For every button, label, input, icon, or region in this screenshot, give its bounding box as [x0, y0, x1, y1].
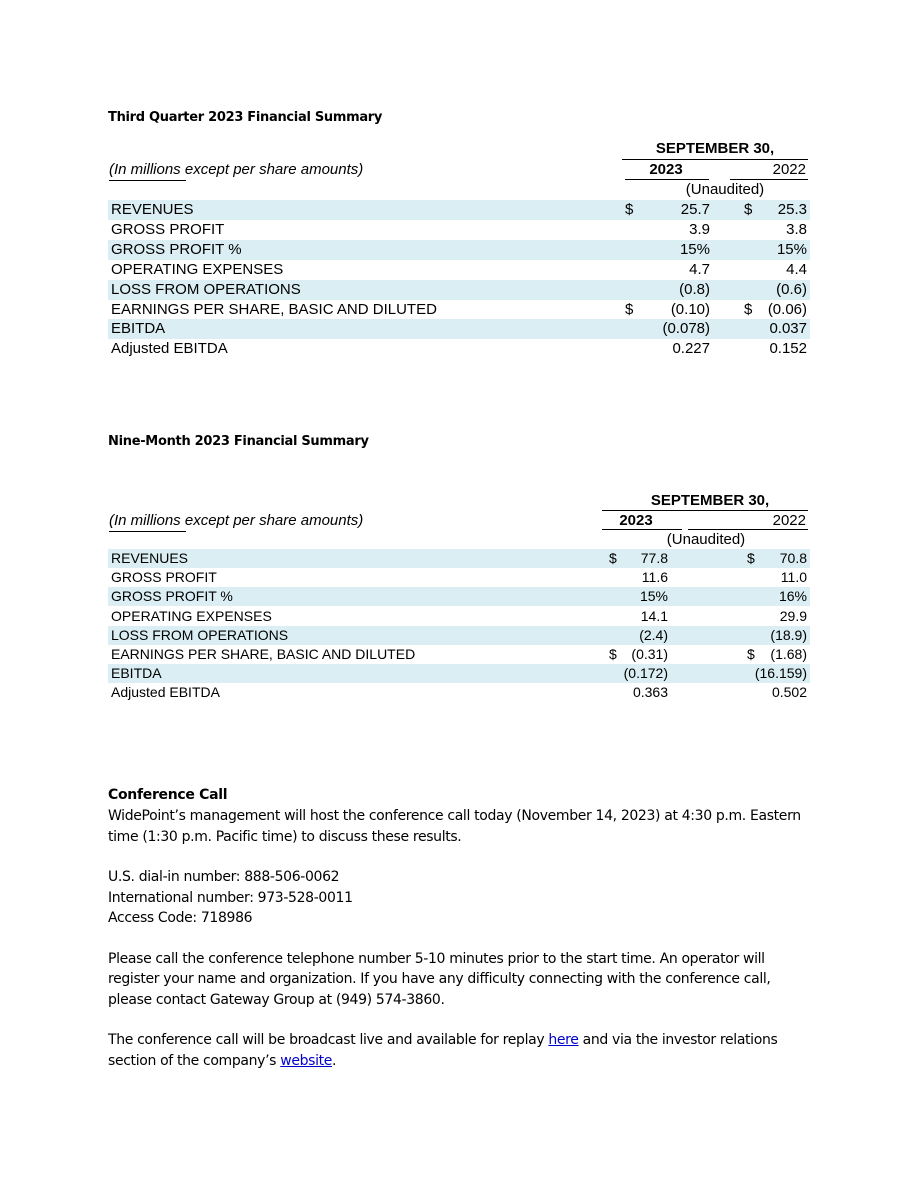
conference-title: Conference Call — [108, 787, 228, 803]
prior-value: 70.8 — [779, 550, 807, 566]
current-value: 15% — [639, 588, 668, 605]
broadcast-text-before: The conference call will be broadcast live and available for replay — [108, 1032, 549, 1048]
row-label: EBITDA — [111, 320, 166, 338]
current-currency-symbol: $ — [609, 646, 617, 662]
prior-value: (1.68) — [770, 646, 807, 662]
q3-year-current-rule — [625, 179, 709, 180]
q3-year-prior-rule — [730, 179, 808, 180]
current-currency-symbol: $ — [625, 201, 634, 218]
q3-row-5 — [108, 280, 810, 300]
q3-year-current: 2023 — [649, 161, 683, 178]
prior-value: 3.8 — [786, 220, 807, 238]
prior-value: (0.6) — [776, 280, 807, 298]
nine-subtitle-underlined: (In millions — [109, 512, 181, 529]
q3-row-2 — [108, 220, 810, 240]
dial-in-number: U.S. dial-in number: 888-506-0062 — [108, 869, 340, 885]
nine-row-1 — [108, 549, 810, 568]
row-label: REVENUES — [111, 550, 189, 566]
prior-currency-symbol: $ — [744, 300, 753, 318]
access-code: Access Code: 718986 — [108, 910, 253, 926]
q3-row-3 — [108, 240, 810, 260]
current-currency-symbol: $ — [625, 300, 634, 318]
current-value: 15% — [679, 240, 710, 258]
row-label: Adjusted EBITDA — [111, 340, 228, 358]
q3-row-8 — [108, 339, 810, 359]
q3-subtitle — [109, 161, 363, 178]
prior-currency-symbol: $ — [744, 201, 753, 218]
prior-value: 0.037 — [769, 320, 807, 338]
replay-link[interactable]: here — [548, 1032, 579, 1048]
nine-row-2 — [108, 568, 810, 587]
row-label: GROSS PROFIT % — [111, 240, 242, 258]
prior-value: 15% — [776, 240, 807, 258]
nine-row-8 — [108, 683, 810, 702]
conference-instructions: Please call the conference telephone number 5-10 minutes prior to the start time. An operator will register your name and organization. If you have any difficulty connecting with the conference call, please contact Gateway Group at (949) 574-3860. — [108, 950, 771, 1008]
row-label: OPERATING EXPENSES — [111, 260, 284, 278]
current-value: 4.7 — [689, 260, 710, 278]
prior-value: 11.0 — [780, 569, 807, 586]
current-value: (0.10) — [670, 300, 710, 318]
prior-value: (0.06) — [767, 300, 807, 318]
prior-value: 0.152 — [769, 340, 807, 358]
row-label: REVENUES — [111, 201, 194, 218]
current-value: (2.4) — [639, 626, 668, 643]
row-label: EARNINGS PER SHARE, BASIC AND DILUTED — [111, 300, 437, 318]
q3-period-header: SEPTEMBER 30, — [655, 140, 775, 157]
current-value: 25.7 — [680, 201, 710, 218]
current-value: 77.8 — [640, 550, 668, 566]
current-currency-symbol: $ — [609, 550, 617, 566]
current-value: (0.31) — [631, 646, 668, 662]
nine-subtitle — [109, 512, 363, 529]
row-label: GROSS PROFIT — [111, 220, 225, 238]
prior-value: 29.9 — [779, 607, 807, 624]
nine-unaudited: (Unaudited) — [666, 531, 746, 548]
row-label: LOSS FROM OPERATIONS — [111, 626, 289, 643]
q3-row-4 — [108, 260, 810, 280]
nine-row-7 — [108, 664, 810, 683]
q3-title: Third Quarter 2023 Financial Summary — [108, 110, 383, 125]
broadcast-paragraph — [108, 1030, 808, 1071]
nine-year-prior-rule — [688, 529, 808, 530]
q3-row-7 — [108, 319, 810, 339]
nine-year-current: 2023 — [619, 512, 653, 529]
current-value: (0.172) — [623, 665, 668, 682]
broadcast-text-middle: and via the investor relations section of the company’s — [108, 1032, 778, 1069]
q3-period-rule — [622, 159, 808, 160]
row-label: Adjusted EBITDA — [111, 684, 220, 701]
q3-subtitle-rule — [109, 180, 186, 181]
prior-value: 4.4 — [786, 260, 807, 278]
current-value: 11.6 — [641, 569, 668, 586]
prior-currency-symbol: $ — [747, 550, 755, 566]
current-value: 3.9 — [689, 220, 710, 238]
q3-subtitle-underlined: (In millions — [109, 161, 181, 178]
broadcast-text-end: . — [332, 1052, 337, 1069]
international-number: International number: 973-528-0011 — [108, 889, 353, 906]
q3-row-1 — [108, 200, 810, 220]
nine-subtitle-rest: except per share amounts) — [180, 512, 364, 529]
q3-unaudited: (Unaudited) — [685, 181, 765, 198]
prior-value: (16.159) — [754, 665, 807, 682]
current-value: 14.1 — [640, 607, 668, 624]
current-value: (0.078) — [662, 320, 710, 338]
prior-value: 0.502 — [771, 684, 807, 701]
row-label: LOSS FROM OPERATIONS — [111, 280, 301, 298]
website-link[interactable]: website — [280, 1052, 333, 1069]
conference-intro: WidePoint’s management will host the conference call today (November 14, 2023) at 4:30 p.m. Eastern time (1:30 p.m. Pacific time) to discuss these results. — [108, 808, 801, 845]
nine-row-3 — [108, 587, 810, 606]
current-value: 0.227 — [672, 340, 710, 358]
nine-year-current-rule — [602, 529, 682, 530]
prior-value: 16% — [778, 588, 807, 605]
nine-period-header: SEPTEMBER 30, — [650, 492, 770, 509]
current-value: 0.363 — [632, 684, 668, 701]
current-value: (0.8) — [679, 280, 710, 298]
prior-currency-symbol: $ — [747, 646, 755, 662]
nine-year-prior: 2022 — [772, 512, 806, 529]
prior-value: 25.3 — [777, 201, 807, 218]
row-label: EARNINGS PER SHARE, BASIC AND DILUTED — [111, 646, 416, 662]
q3-row-6 — [108, 300, 810, 320]
nine-row-5 — [108, 626, 810, 645]
conference-body — [108, 806, 808, 1071]
nine-row-6 — [108, 645, 810, 664]
q3-year-prior: 2022 — [772, 161, 806, 178]
q3-subtitle-rest: except per share amounts) — [180, 161, 364, 178]
nine-row-4 — [108, 607, 810, 626]
nine-title: Nine-Month 2023 Financial Summary — [108, 434, 369, 449]
row-label: GROSS PROFIT — [111, 569, 217, 586]
nine-subtitle-rule — [109, 531, 186, 532]
row-label: OPERATING EXPENSES — [111, 607, 272, 624]
prior-value: (18.9) — [770, 626, 807, 643]
nine-period-rule — [602, 510, 808, 511]
row-label: EBITDA — [111, 665, 162, 682]
row-label: GROSS PROFIT % — [111, 588, 233, 605]
